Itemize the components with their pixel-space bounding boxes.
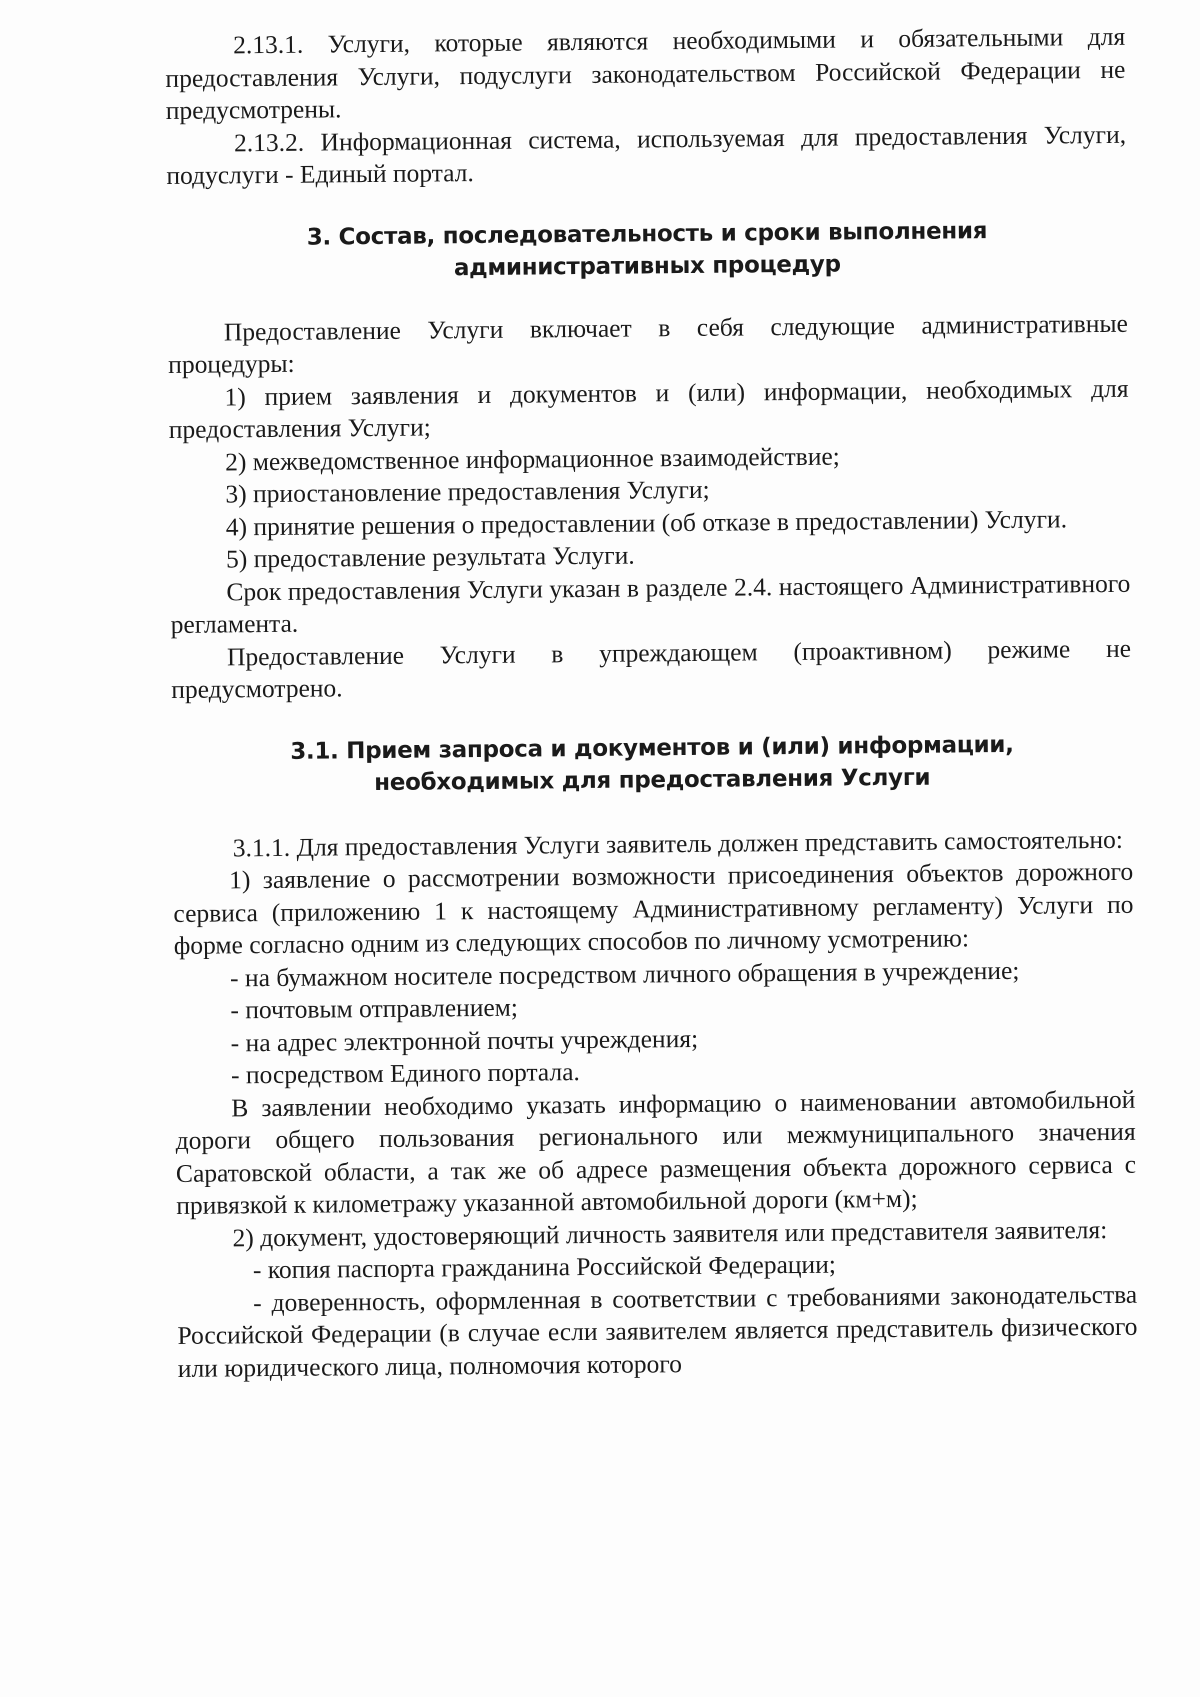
section-3-intro: Предоставление Услуги включает в себя следующие административные процедуры: — [168, 308, 1128, 379]
paragraph-2-13-2: 2.13.2. Информационная система, используемая для предоставления Услуги, подуслуги - Единый портал. — [166, 119, 1127, 190]
section-3-1-heading-line-1: 3.1. Прием запроса и документов и (или) информации, — [290, 731, 1014, 765]
proactive-mode-paragraph: Предоставление Услуги в упреждающем (проактивном) режиме не предусмотрено. — [171, 633, 1132, 704]
document-item-2: 2) документ, удостоверяющий личность заявителя или представителя заявителя: — [232, 1214, 1108, 1252]
section-3-1-heading-line-2: необходимых для предоставления Услуги — [374, 764, 931, 796]
power-of-attorney-item: - доверенность, оформленная в соответствии с требованиями законодательства Российской Федерации (в случае если заявителем является представитель физического или юридического лица, полномочия которого — [177, 1279, 1138, 1383]
section-3-heading-line-2: административных процедур — [453, 251, 841, 281]
paragraph-2-13-1: 2.13.1. Услуги, которые являются необходимыми и обязательными для предоставления Услуги, подуслуги законодательством Российской Федерации не предусмотрены. — [165, 21, 1126, 125]
procedure-item-5: 5) предоставление результата Услуги. — [225, 540, 635, 574]
section-3-1-heading — [172, 727, 1133, 800]
document-body — [165, 21, 1138, 1385]
service-term-paragraph: Срок предоставления Услуги указан в разделе 2.4. настоящего Административного регламента. — [170, 568, 1131, 639]
procedure-item-4: 4) принятие решения о предоставлении (об отказе в предоставлении) Услуги. — [225, 503, 1068, 541]
passport-copy-item: - копия паспорта гражданина Российской Федерации; — [252, 1249, 837, 1285]
document-item-1: 1) заявление о рассмотрении возможности присоединения объектов дорожного сервиса (приложению 1 к настоящему Административному регламенту) Услуги по форме согласно одним из следующих способов по личному усмотрению: — [173, 856, 1134, 960]
submission-way-2: - почтовым отправлением; — [230, 992, 519, 1025]
section-3-heading — [167, 213, 1128, 286]
section-3-heading-line-1: 3. Состав, последовательность и сроки выполнения — [306, 217, 988, 251]
procedure-item-1: 1) прием заявления и документов и (или) информации, необходимых для предоставления Услуги; — [168, 373, 1129, 444]
procedure-item-3: 3) приостановление предоставления Услуги; — [225, 474, 710, 509]
procedure-item-2: 2) межведомственное информационное взаимодействие; — [225, 441, 840, 476]
submission-way-1: - на бумажном носителе посредством личного обращения в учреждение; — [229, 955, 1020, 992]
submission-way-3: - на адрес электронной почты учреждения; — [230, 1023, 699, 1057]
application-info-paragraph: В заявлении необходимо указать информацию о наименовании автомобильной дороги общего пользования регионального или межмуниципального значения Саратовской области, а так же об адресе размещения объекта дорожного сервиса с привязкой к километражу указанной автомобильной дороги (км+м); — [175, 1084, 1137, 1220]
submission-way-4: - посредством Единого портала. — [230, 1057, 580, 1090]
paragraph-3-1-1: 3.1.1. Для предоставления Услуги заявитель должен представить самостоятельно: — [232, 824, 1124, 862]
